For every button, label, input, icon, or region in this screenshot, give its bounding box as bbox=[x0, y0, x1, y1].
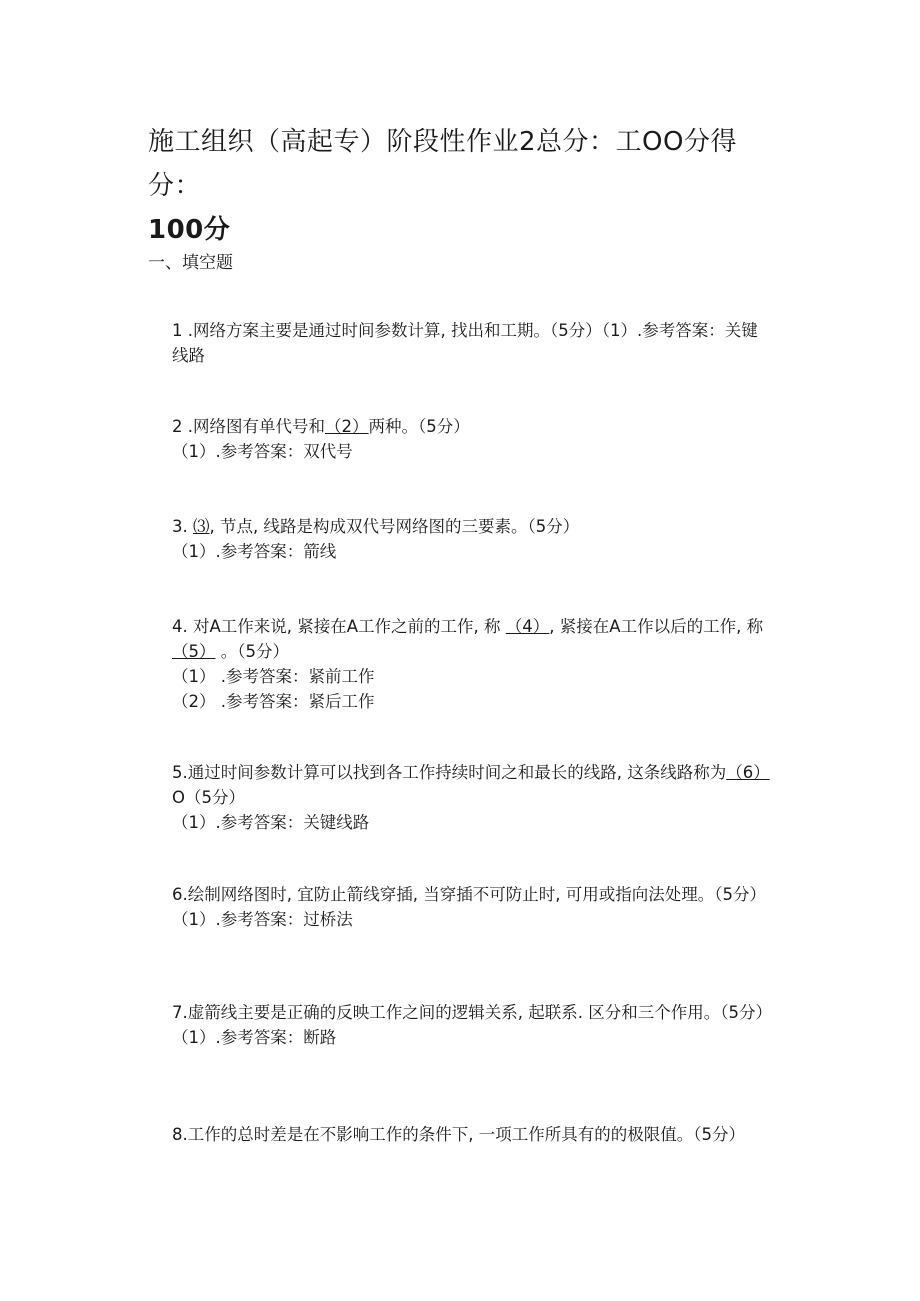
title-line-2: 100分 bbox=[148, 215, 231, 245]
question-6 bbox=[172, 882, 772, 932]
question-text: 7.虚箭线主要是正确的反映工作之间的逻辑关系, 起联系. 区分和三个作用。（5分） bbox=[172, 1003, 772, 1022]
reference-answer: （1）.参考答案：关键线路 bbox=[172, 813, 370, 832]
question-text: , 紧接在A工作以后的工作, 称 bbox=[549, 617, 764, 636]
question-text: 4. 对A工作来说, 紧接在A工作之前的工作, 称 bbox=[172, 617, 506, 636]
question-text: 两种。（5分） bbox=[368, 417, 470, 436]
answer-blank: ⑶ bbox=[193, 517, 210, 536]
answer-blank: （4） bbox=[505, 617, 550, 636]
question-4 bbox=[172, 614, 772, 714]
question-text: 5.通过时间参数计算可以找到各工作持续时间之和最长的线路, 这条线路称为 bbox=[172, 763, 727, 782]
question-8 bbox=[172, 1122, 772, 1147]
question-text: 6.绘制网络图时, 宜防止箭线穿插, 当穿插不可防止时, 可用或指向法处理。（5分） bbox=[172, 885, 766, 904]
question-text: 1 .网络方案主要是通过时间参数计算, 找出和工期。（5分）（1）.参考答案：关键线路 bbox=[172, 321, 758, 365]
question-text: , 节点, 线路是构成双代号网络图的三要素。（5分） bbox=[209, 517, 580, 536]
reference-answer: （1）.参考答案：双代号 bbox=[172, 442, 353, 461]
question-5 bbox=[172, 760, 772, 835]
question-text: 8.工作的总时差是在不影响工作的条件下, 一项工作所具有的的极限值。（5分） bbox=[172, 1125, 745, 1144]
question-2 bbox=[172, 414, 772, 464]
question-text: 3. bbox=[172, 517, 193, 536]
question-3 bbox=[172, 514, 772, 564]
document-title bbox=[148, 120, 788, 252]
question-text: 2 .网络图有单代号和 bbox=[172, 417, 325, 436]
answer-blank: （5） bbox=[172, 642, 216, 661]
reference-answer: （2） .参考答案：紧后工作 bbox=[172, 692, 375, 711]
question-text: 。（5分） bbox=[215, 642, 289, 661]
title-line-1: 施工组织（高起专）阶段性作业2总分：工OO分得分： bbox=[148, 127, 737, 201]
answer-blank: （2） bbox=[325, 417, 369, 436]
question-7 bbox=[172, 1000, 772, 1050]
reference-answer: （1） .参考答案：紧前工作 bbox=[172, 667, 375, 686]
question-1 bbox=[172, 318, 772, 368]
reference-answer: （1）.参考答案：过桥法 bbox=[172, 910, 353, 929]
section-heading: 一、填空题 bbox=[148, 253, 233, 273]
answer-blank: （6） bbox=[726, 763, 770, 782]
reference-answer: （1）.参考答案：箭线 bbox=[172, 542, 337, 561]
reference-answer: （1）.参考答案：断路 bbox=[172, 1028, 337, 1047]
question-text: O（5分） bbox=[172, 788, 245, 807]
